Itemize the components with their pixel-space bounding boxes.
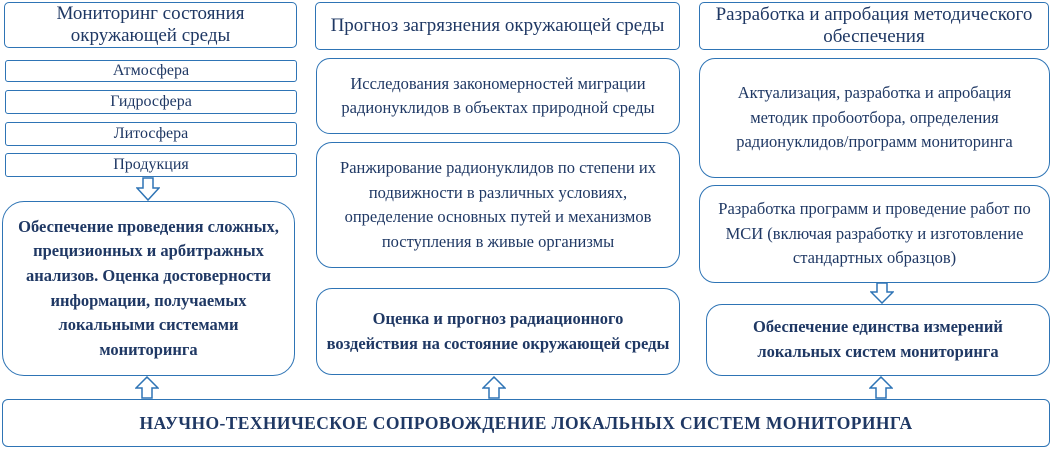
item-products-label: Продукция	[113, 156, 189, 173]
item-radionuclide-ranking	[316, 142, 680, 268]
arrow-down-icon	[870, 282, 894, 304]
item-hydrosphere	[5, 90, 297, 114]
item-hydrosphere-label: Гидросфера	[110, 93, 192, 110]
item-lithosphere	[5, 122, 297, 146]
item-products	[5, 153, 297, 177]
result-radiation-forecast	[316, 288, 680, 375]
header-pollution-forecast-label: Прогноз загрязнения окружающей среды	[330, 15, 665, 36]
header-methodology	[699, 2, 1049, 50]
item-atmosphere-label: Атмосфера	[112, 62, 190, 79]
header-pollution-forecast	[315, 2, 680, 50]
result-radiation-forecast-label: Оценка и прогноз радиационного воздействия на состояние окружающей среды	[326, 308, 670, 353]
arrow-up-icon	[869, 376, 893, 399]
arrow-down-icon	[136, 177, 160, 201]
item-radionuclide-migration-label: Исследования закономерностей миграции радионуклидов в объектах природной среды	[341, 73, 655, 117]
arrow-up-icon	[135, 376, 159, 399]
result-measurement-uniformity	[706, 304, 1050, 376]
item-methods-update	[699, 58, 1050, 178]
item-proficiency-testing-label: Разработка программ и проведение работ по МСИ (включая разработку и изготовление стандартных образцов)	[718, 199, 1031, 268]
header-methodology-label: Разработка и апробация методического обеспечения	[715, 4, 1033, 47]
banner-scientific-support	[2, 399, 1050, 447]
result-measurement-uniformity-label: Обеспечение единства измерений локальных систем мониторинга	[753, 317, 1003, 361]
header-environment-monitoring-label: Мониторинг состояния окружающей среды	[56, 3, 245, 46]
item-atmosphere	[5, 60, 297, 82]
result-complex-analyses-label: Обеспечение проведения сложных, прецизионных и арбитражных анализов. Оценка достоверности информации, получаемых локальными системами мониторинга	[18, 216, 279, 359]
header-environment-monitoring	[4, 2, 297, 48]
item-proficiency-testing	[699, 185, 1050, 283]
arrow-up-icon	[482, 376, 506, 399]
item-methods-update-label: Актуализация, разработка и апробация методик пробоотбора, определения радионуклидов/программ мониторинга	[736, 83, 1013, 152]
banner-scientific-support-label: НАУЧНО-ТЕХНИЧЕСКОЕ СОПРОВОЖДЕНИЕ ЛОКАЛЬНЫХ СИСТЕМ МОНИТОРИНГА	[139, 412, 913, 433]
item-radionuclide-migration	[316, 58, 680, 134]
item-radionuclide-ranking-label: Ранжирование радионуклидов по степени их подвижности в различных условиях, определение основных путей и механизмов поступления в живые организмы	[340, 158, 656, 251]
result-complex-analyses	[2, 201, 295, 376]
item-lithosphere-label: Литосфера	[113, 125, 189, 142]
